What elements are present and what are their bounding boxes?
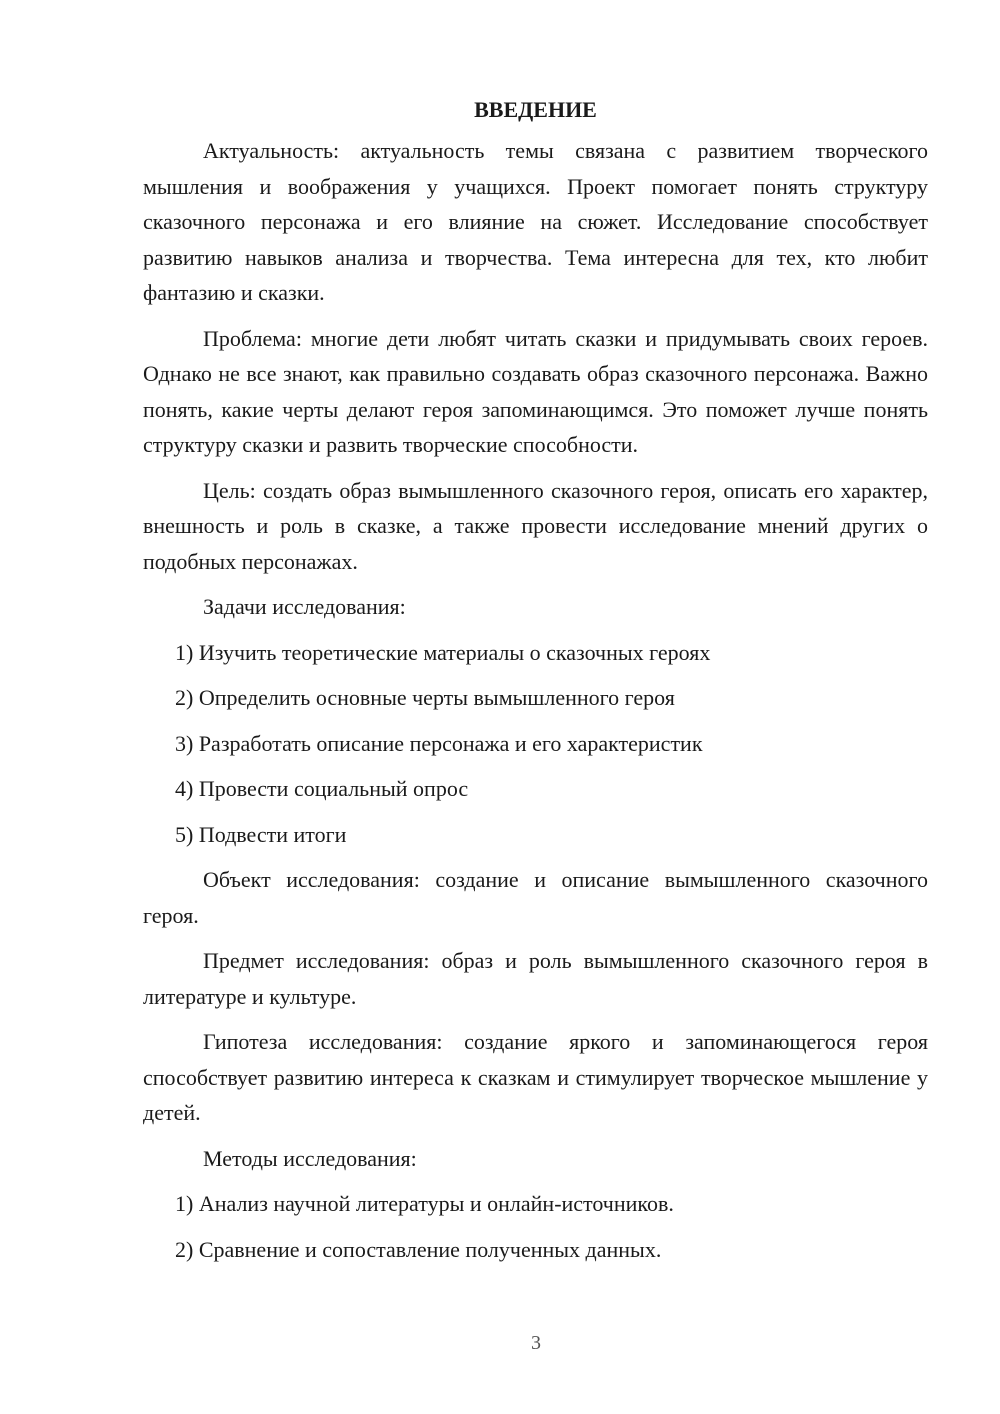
list-item: 2) Сравнение и сопоставление полученных данных. — [175, 1236, 662, 1262]
list-item: 2) Определить основные черты вымышленного героя — [175, 685, 675, 710]
list-item: 1) Изучить теоретические материалы о сказочных героях — [175, 639, 711, 665]
problem-paragraph: Проблема: многие дети любят читать сказки и придумывать своих героев. Однако не все знают, как правильно создавать образ сказочного персонажа. Важно понять, какие черты делают героя запоминающимся. Это поможет лучше понять структуру сказки и развить творческие способности. — [143, 325, 928, 457]
relevance-paragraph: Актуальность: актуальность темы связана с развитием творческого мышления и воображения у учащихся. Проект помогает понять структуру сказочного персонажа и его влияние на сюжет. Исследование способствует развитию навыков анализа и творчества. Тема интересна для тех, кто любит фантазию и сказки. — [143, 138, 928, 305]
hypothesis-paragraph: Гипотеза исследования: создание яркого и запоминающегося героя способствует развитию интереса к сказкам и стимулирует творческое мышление у детей. — [143, 1029, 928, 1125]
subject-paragraph: Предмет исследования: образ и роль вымышленного сказочного героя в литературе и культуре. — [143, 948, 928, 1009]
list-item: 3) Разработать описание персонажа и его характеристик — [175, 730, 703, 756]
page-number: 3 — [531, 1332, 541, 1354]
methods-heading: Методы исследования: — [203, 1145, 417, 1171]
tasks-heading: Задачи исследования: — [203, 594, 406, 619]
page-content — [143, 95, 928, 1277]
methods-list — [143, 1186, 928, 1267]
goal-paragraph: Цель: создать образ вымышленного сказочного героя, описать его характер, внешность и роль в сказке, а также провести исследование мнений других о подобных персонажах. — [143, 477, 928, 574]
list-item: 1) Анализ научной литературы и онлайн-источников. — [175, 1191, 674, 1216]
tasks-list — [143, 635, 928, 853]
list-item: 4) Провести социальный опрос — [175, 776, 469, 801]
section-title: ВВЕДЕНИЕ — [474, 97, 597, 122]
object-paragraph: Объект исследования: создание и описание вымышленного сказочного героя. — [143, 867, 928, 928]
list-item: 5) Подвести итоги — [175, 821, 347, 847]
